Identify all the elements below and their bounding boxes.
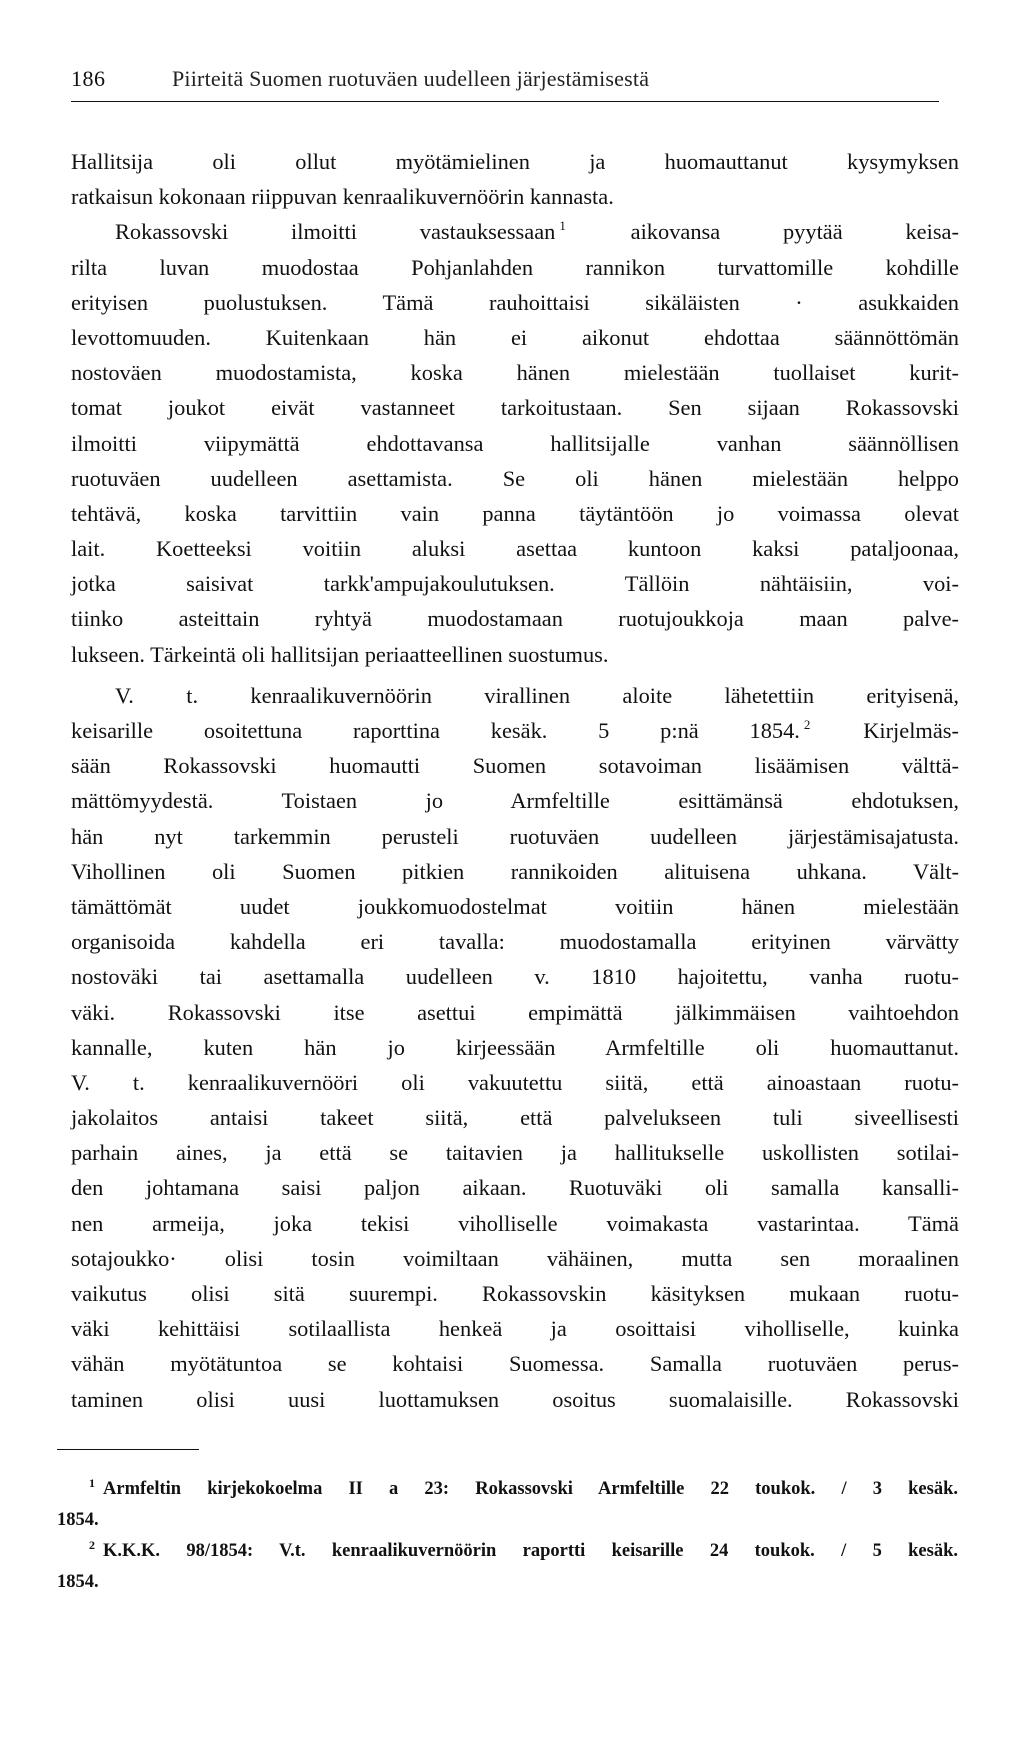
body-line: levottomuuden. Kuitenkaan hän ei aikonut ehdottaa säännöttömän	[71, 324, 959, 350]
footnote-line	[57, 1474, 958, 1505]
body-line: nostoväen muodostamista, koska hänen mielestään tuollaiset kurit-	[71, 360, 959, 386]
body-line: tämättömät uudet joukkomuodostelmat voitiin hänen mielestään	[71, 893, 959, 919]
word: aikovansa	[630, 219, 721, 245]
word: p:nä	[660, 718, 699, 743]
body-line: ruotuväen uudelleen asettamista. Se oli hänen mielestään helppo	[71, 465, 959, 491]
word: ilmoitti	[291, 219, 357, 245]
footnote-1	[57, 1474, 958, 1536]
body-line: lait. Koetteeksi voitiin aluksi asettaa kuntoon kaksi pataljoonaa,	[71, 536, 959, 562]
body-line: ratkaisun kokonaan riippuvan kenraalikuvernöörin kannasta.	[71, 184, 614, 210]
body-line: parhain aines, ja että se taitavien ja hallitukselle uskollisten sotilai-	[71, 1140, 959, 1166]
body-line: taminen olisi uusi luottamuksen osoitus suomalaisille. Rokassovski	[71, 1386, 959, 1412]
footnote-line	[57, 1536, 958, 1567]
footnote-number: 2	[89, 1538, 95, 1552]
footnote-separator	[57, 1449, 199, 1450]
body-line: jakolaitos antaisi takeet siitä, että palvelukseen tuli siveellisesti	[71, 1105, 959, 1131]
word: osoitettuna	[203, 718, 303, 743]
body-line: tiinko asteittain ryhtyä muodostamaan ruotujoukkoja maan palve-	[71, 606, 959, 632]
footnote-reference[interactable]: 1	[559, 218, 566, 234]
footnote-number: 1	[89, 1476, 95, 1490]
body-line: Hallitsija oli ollut myötämielinen ja huomauttanut kysymyksen	[71, 149, 959, 174]
body-line: erityisen puolustuksen. Tämä rauhoittaisi sikäläisten · asukkaiden	[71, 289, 959, 315]
body-line: den johtamana saisi paljon aikaan. Ruotuväki oli samalla kansalli-	[71, 1175, 959, 1201]
footnote-reference[interactable]: 2	[803, 717, 811, 732]
body-line: tomat joukot eivät vastanneet tarkoitustaan. Sen sijaan Rokassovski	[71, 395, 959, 421]
body-line	[71, 713, 959, 748]
word: 5	[598, 718, 610, 743]
word: keisa-	[905, 219, 959, 245]
body-line: väki kehittäisi sotilaallista henkeä ja osoittaisi viholliselle, kuinka	[71, 1316, 959, 1342]
running-title: Piirteitä Suomen ruotuväen uudelleen järjestämisestä	[172, 66, 650, 91]
body-line: ilmoitti viipymättä ehdottavansa hallitsijalle vanhan säännöllisen	[71, 430, 959, 456]
body-line: hän nyt tarkemmin perusteli ruotuväen uudelleen järjestämisajatusta.	[71, 823, 959, 849]
body-line: Vihollinen oli Suomen pitkien rannikoiden alituisena uhkana. Vält-	[71, 858, 959, 884]
page-number: 186	[71, 66, 106, 91]
body-line: nen armeija, joka tekisi viholliselle voimakasta vastarintaa. Tämä	[71, 1210, 959, 1236]
body-line: kannalle, kuten hän jo kirjeessään Armfeltille oli huomauttanut.	[71, 1034, 959, 1060]
body-line: lukseen. Tärkeintä oli hallitsijan periaatteellinen suostumus.	[71, 641, 609, 667]
body-line: nostoväki tai asettamalla uudelleen v. 1810 hajoitettu, vanha ruotu-	[71, 964, 959, 990]
footnote-text: K.K.K. 98/1854: V.t. kenraalikuvernöörin raportti keisarille 24 toukok. / 5 kesäk.	[103, 1541, 958, 1561]
footnote-text: Armfeltin kirjekokoelma II a 23: Rokassovski Armfeltille 22 toukok. / 3 kesäk.	[103, 1479, 958, 1499]
body-line: V. t. kenraalikuvernöörin virallinen aloite lähetettiin erityisenä,	[115, 682, 959, 708]
word: keisarille	[71, 718, 154, 743]
body-line: vaikutus olisi sitä suurempi. Rokassovskin käsityksen mukaan ruotu-	[71, 1281, 959, 1306]
body-line: organisoida kahdella eri tavalla: muodostamalla erityinen värvätty	[71, 929, 959, 955]
body-text	[71, 144, 959, 1417]
body-line: vähän myötätuntoa se kohtaisi Suomessa. Samalla ruotuväen perus-	[71, 1351, 959, 1377]
word: raporttina	[352, 718, 440, 743]
footnote-2	[57, 1536, 958, 1598]
word: kesäk.	[490, 718, 548, 743]
footnote-line: 1854.	[57, 1572, 99, 1592]
word: pyytää	[782, 219, 843, 245]
word: Rokassovski	[115, 219, 229, 245]
body-line: V. t. kenraalikuvernööri oli vakuutettu siitä, että ainoastaan ruotu-	[71, 1069, 959, 1095]
body-line: rilta luvan muodostaa Pohjanlahden rannikon turvattomille kohdille	[71, 254, 959, 280]
page-header	[71, 62, 941, 96]
body-line: väki. Rokassovski itse asettui empimättä jälkimmäisen vaihtoehdon	[71, 999, 959, 1025]
footnotes	[57, 1474, 958, 1598]
header-rule	[71, 101, 939, 102]
body-line: jotka saisivat tarkk'ampujakoulutuksen. Tällöin nähtäisiin, voi-	[71, 571, 959, 597]
body-line: tehtävä, koska tarvittiin vain panna täytäntöön jo voimassa olevat	[71, 500, 959, 526]
body-line: mättömyydestä. Toistaen jo Armfeltille esittämänsä ehdotuksen,	[71, 788, 959, 814]
footnote-line: 1854.	[57, 1510, 99, 1530]
word: vastauksessaan $^1$	[419, 218, 566, 245]
word: 1854. $^2$	[749, 717, 811, 743]
body-line	[71, 214, 959, 249]
word: Kirjelmäs-	[863, 718, 959, 743]
body-line: sään Rokassovski huomautti Suomen sotavoiman lisäämisen välttä-	[71, 753, 959, 779]
body-line: sotajoukko· olisi tosin voimiltaan vähäinen, mutta sen moraalinen	[71, 1245, 959, 1271]
